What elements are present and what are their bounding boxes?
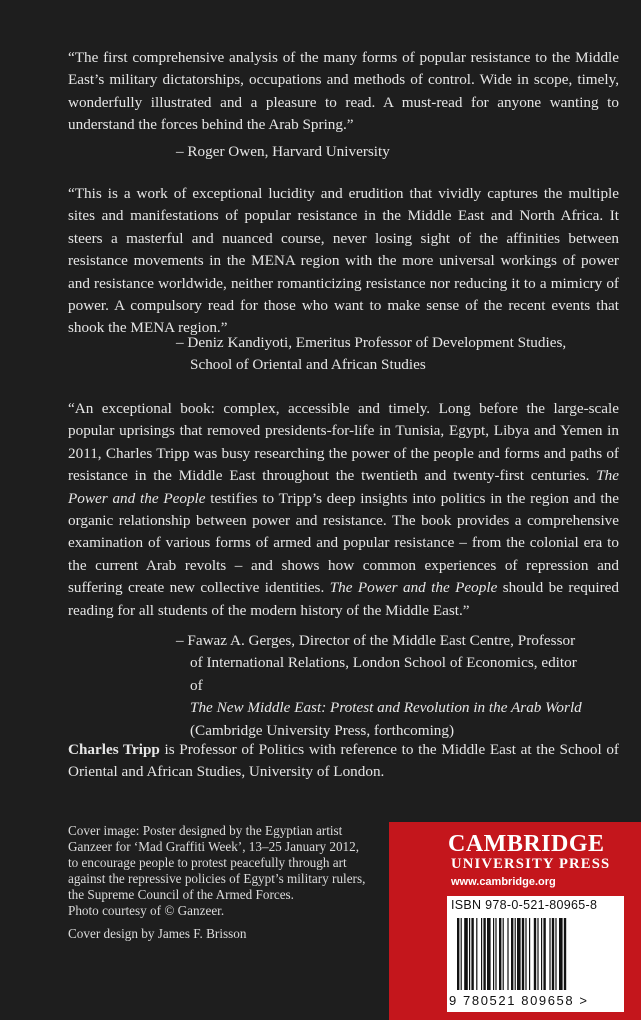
quote-text: should be required reading for all students of the modern history of the Middle East.” xyxy=(68,579,620,619)
attribution-line: – Fawaz A. Gerges, Director of the Middle East Centre, Professor xyxy=(176,632,576,649)
barcode-bar xyxy=(507,918,508,990)
barcode-bar xyxy=(534,918,536,990)
cover-image-credit: Cover image: Poster designed by the Egyptian artist Ganzeer for ‘Mad Graffiti Week’, 13–25 January 2012, to encourage people to protest peacefully through art against the repressive policies of Egypt’s military rulers, the Supreme Council of the Armed Forces. xyxy=(68,823,366,902)
attribution-line: School of Oriental and African Studies xyxy=(190,356,426,374)
barcode-bar xyxy=(495,918,496,990)
isbn-label: ISBN 978-0-521-80965-8 xyxy=(451,898,598,912)
barcode-bar xyxy=(537,918,538,990)
cover-credits xyxy=(68,823,368,942)
quote-gerges xyxy=(68,398,619,622)
barcode-bar xyxy=(517,918,521,990)
barcode-bar xyxy=(525,918,526,990)
barcode-bar xyxy=(471,918,473,990)
cover-design-credit: Cover design by James F. Brisson xyxy=(68,926,247,941)
barcode-icon xyxy=(455,918,620,992)
barcode-bar xyxy=(487,918,491,990)
barcode-bar xyxy=(476,918,477,990)
quote-owen: “The first comprehensive analysis of the many forms of popular resistance to the Middle East’s military dictatorships, occupations and methods of control. Wide in scope, timely, wonderfully illustrated and a pleasure to read. A must-read for anyone wanting to understand the forces behind the Arab Spring.” xyxy=(68,49,619,134)
author-bio-text: is Professor of Politics with reference to the Middle East at the School of Oriental and African Studies, University of London. xyxy=(68,741,619,781)
barcode-bar xyxy=(503,918,504,990)
barcode-bar xyxy=(549,918,550,990)
barcode-bar xyxy=(522,918,524,990)
barcode-bar xyxy=(559,918,563,990)
barcode-bar xyxy=(493,918,494,990)
book-title: The Power and the People xyxy=(329,579,498,597)
barcode-bar xyxy=(469,918,470,990)
attribution-line: of International Relations, London School of Economics, editor xyxy=(190,654,577,672)
barcode-bar xyxy=(464,918,468,990)
barcode-bar xyxy=(461,918,462,990)
attribution-gerges xyxy=(176,630,616,742)
attribution-kandiyoti xyxy=(176,332,566,377)
barcode-bar xyxy=(481,918,482,990)
quote-text: testifies to Tripp’s deep insights into politics in the region and the organic relationship between power and resistance. The book provides a comprehensive examination of various forms of armed and popular resistance – from the colonial era to the current Arab revolts – and shows how common experiences of repression and suffering create new collective identities. xyxy=(68,489,619,597)
barcode-bar xyxy=(499,918,501,990)
barcode-bar xyxy=(552,918,554,990)
barcode-bar xyxy=(543,918,545,990)
barcode-bar xyxy=(564,918,566,990)
barcode-digits: 9 780521 809658 > xyxy=(449,993,589,1008)
barcode-bar xyxy=(483,918,485,990)
attribution-line: of The New Middle East: Protest and Revolution in the Arab World (Cambridge University Press, forthcoming) xyxy=(190,676,582,739)
author-name: Charles Tripp xyxy=(68,741,160,758)
edited-book-title: The New Middle East: Protest and Revolution in the Arab World xyxy=(190,699,582,717)
publisher-url: www.cambridge.org xyxy=(451,876,556,888)
attribution-line: – Roger Owen, Harvard University xyxy=(176,143,390,160)
barcode-bar xyxy=(515,918,516,990)
barcode-bar xyxy=(555,918,556,990)
quote-text: “An exceptional book: complex, accessible and timely. Long before the large-scale popular uprisings that removed presidents-for-life in Tunisia, Egypt, Libya and Yemen in 2011, Charles Tripp was busy researching the power of the people and forms and paths of resistance in the Middle East throughout the twentieth and twenty-first centuries. xyxy=(68,400,619,485)
quote-kandiyoti: “This is a work of exceptional lucidity and erudition that vividly captures the multiple sites and manifestations of popular resistance in the Middle East and North Africa. It steers a masterful and nuanced course, never losing sight of the affinities between resistance movements in the MENA region with the more universal workings of power and resistance worldwide, neither romanticizing resistance nor reducing it to a mimicry of power. A compulsory read for those who want to make sense of the recent events that shook the MENA region.” xyxy=(68,185,619,337)
book-title: The Power and the People xyxy=(68,467,619,507)
attribution-owen xyxy=(176,141,390,163)
barcode-bar xyxy=(529,918,530,990)
publisher-name: CAMBRIDGE xyxy=(448,831,605,857)
barcode-bar xyxy=(511,918,513,990)
publisher-subname: UNIVERSITY PRESS xyxy=(451,856,611,872)
author-bio xyxy=(68,739,619,784)
attribution-line: – Deniz Kandiyoti, Emeritus Professor of Development Studies, xyxy=(176,334,567,351)
barcode-bar xyxy=(541,918,542,990)
photo-credit: Photo courtesy of © Ganzeer. xyxy=(68,903,225,918)
barcode-bar xyxy=(457,918,459,990)
